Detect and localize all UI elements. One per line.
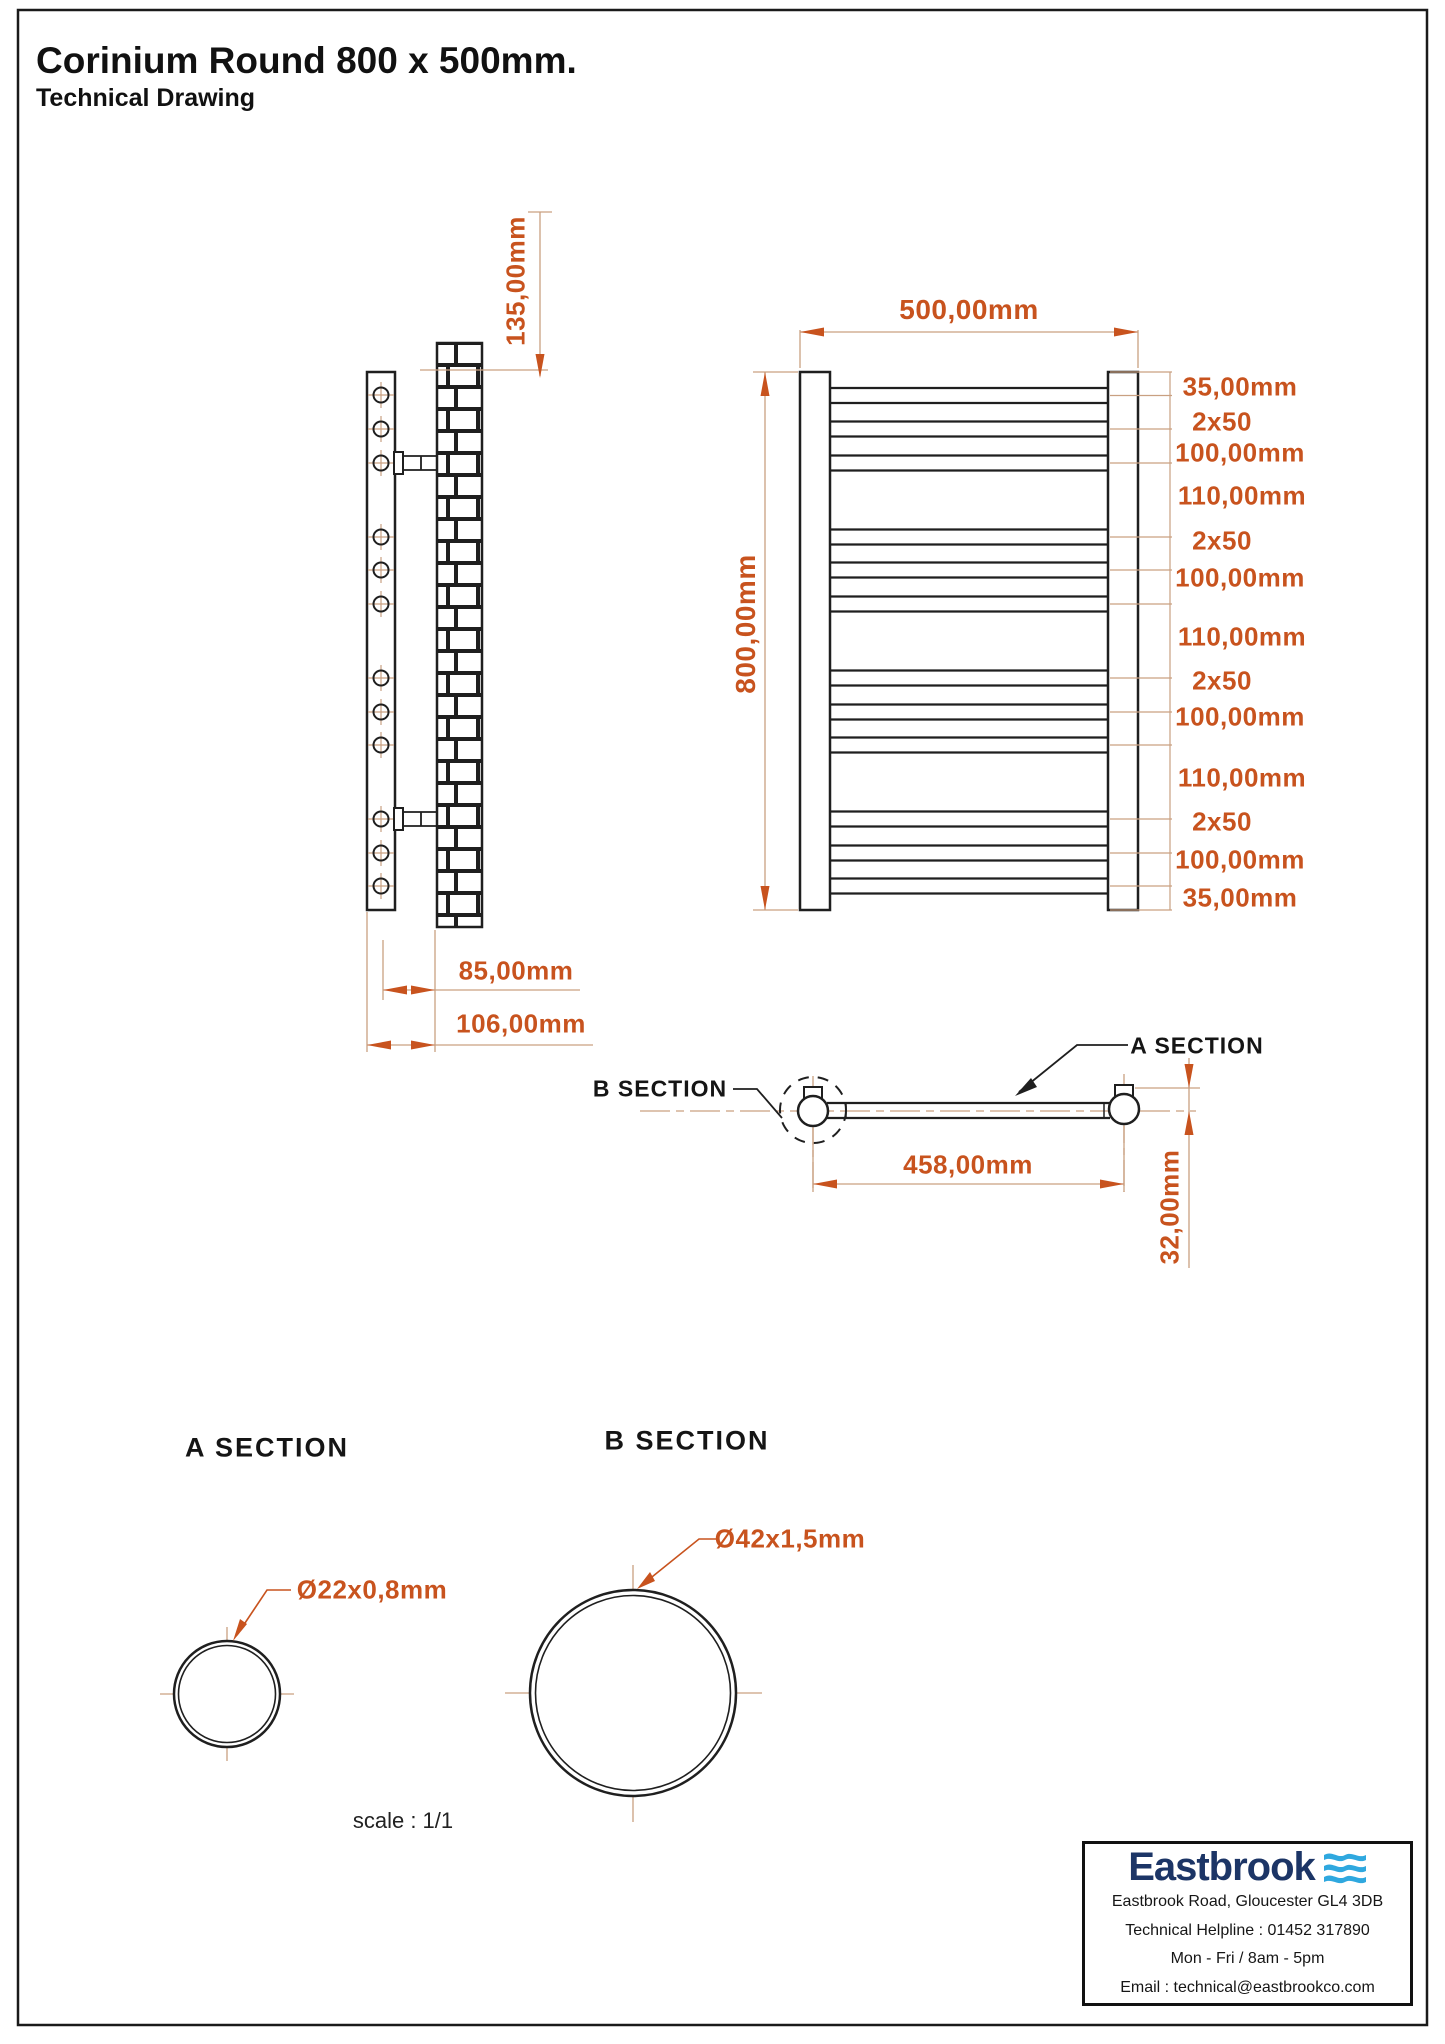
page-title: Corinium Round 800 x 500mm.	[36, 40, 577, 81]
footer-address: Eastbrook Road, Gloucester GL4 3DB	[1111, 1893, 1384, 1910]
chain-label: 110,00mm	[1177, 621, 1307, 652]
wall-bracket-bottom	[394, 808, 437, 830]
dim-fixing-centres: 458,00mm	[903, 1149, 1033, 1180]
dim-wall-to-rail: 85,00mm	[458, 955, 574, 986]
side-view	[367, 212, 593, 1052]
footer-email: Email : technical@eastbrookco.com	[1120, 1978, 1375, 1996]
section-a-heading: A SECTION	[184, 1432, 350, 1463]
scale-note: scale : 1/1	[352, 1808, 454, 1833]
dim-collector-tube: Ø42x1,5mm	[714, 1523, 866, 1554]
eastbrook-logo	[1085, 1846, 1410, 1888]
footer-hours: Mon - Fri / 8am - 5pm	[1170, 1950, 1325, 1967]
a-tube-leader	[237, 1590, 291, 1635]
manufacturer-info-box	[1082, 1841, 1413, 2006]
top-view-b-section-label: B SECTION	[592, 1075, 728, 1102]
title-block	[36, 40, 577, 113]
chain-label: 35,00mm	[1182, 371, 1298, 402]
dim-rail-tube: Ø22x0,8mm	[296, 1574, 448, 1605]
chain-label: 100,00mm	[1175, 844, 1305, 875]
b-section-leader	[733, 1089, 782, 1118]
section-a-detail	[160, 1590, 294, 1761]
dim-bracket-top: 135,00mm	[500, 216, 531, 346]
chain-label: 2x50	[1192, 665, 1252, 696]
chain-label: 110,00mm	[1177, 480, 1307, 511]
section-b-heading: B SECTION	[604, 1425, 770, 1456]
left-tube-section	[798, 1096, 828, 1126]
wall-section	[437, 343, 482, 927]
right-tube-section	[1109, 1094, 1139, 1124]
chain-label: 2x50	[1192, 406, 1252, 437]
right-vertical-tube	[1108, 372, 1138, 910]
horizontal-rails	[830, 388, 1108, 894]
chain-label: 2x50	[1192, 525, 1252, 556]
chain-label: 35,00mm	[1182, 882, 1298, 913]
chain-label: 100,00mm	[1175, 437, 1305, 468]
left-vertical-tube	[800, 372, 830, 910]
chain-label: 100,00mm	[1175, 562, 1305, 593]
dim-width: 500,00mm	[899, 294, 1039, 325]
chain-label: 110,00mm	[1177, 762, 1307, 793]
footer-helpline: Technical Helpline : 01452 317890	[1125, 1921, 1370, 1939]
dim-overall-depth: 106,00mm	[456, 1008, 586, 1039]
front-view	[753, 328, 1172, 911]
page-subtitle: Technical Drawing	[36, 84, 256, 112]
section-b-detail	[505, 1539, 762, 1822]
chain-label: 2x50	[1192, 806, 1252, 837]
top-view-a-section-label: A SECTION	[1130, 1032, 1264, 1059]
chain-label: 100,00mm	[1175, 701, 1305, 732]
b-tube-leader	[642, 1539, 719, 1585]
dim-height: 800,00mm	[730, 554, 761, 694]
eastbrook-logo-text: Eastbrook	[1128, 1844, 1315, 1889]
eastbrook-wave-icon	[1323, 1850, 1367, 1884]
dim-depth-32: 32,00mm	[1154, 1149, 1185, 1265]
wall-bracket-top	[394, 452, 437, 474]
